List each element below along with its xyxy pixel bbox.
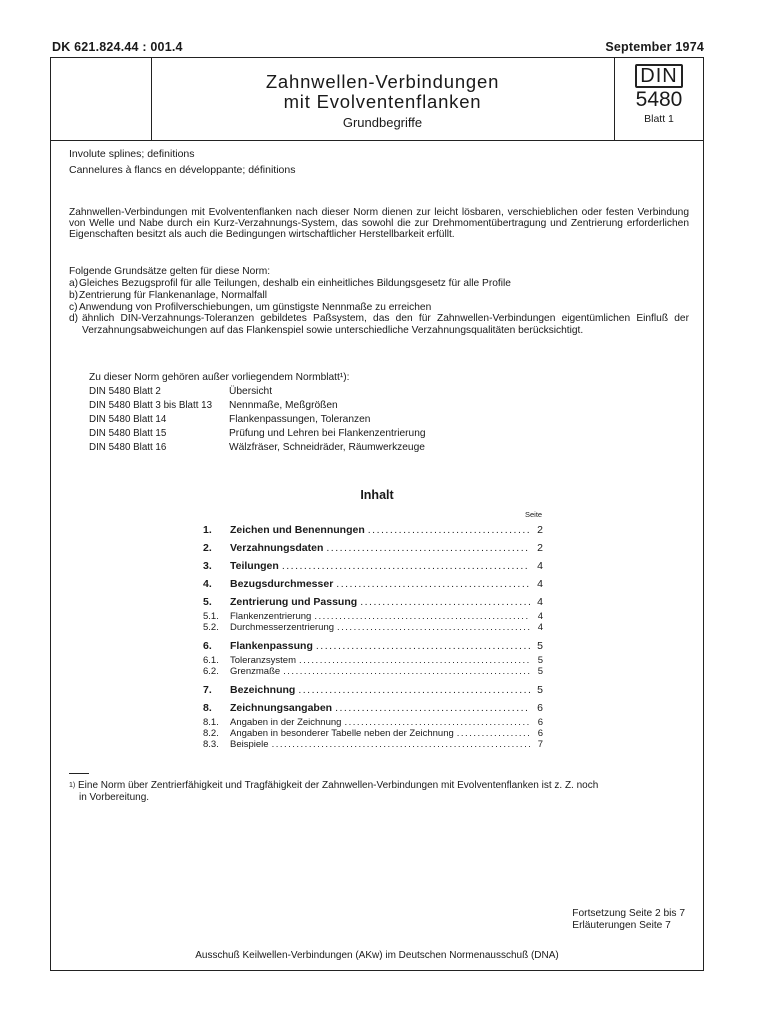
related-lead: Zu dieser Norm gehören außer vorliegendem Normblatt¹): bbox=[89, 372, 350, 383]
toc-label: Flankenzentrierung bbox=[230, 611, 312, 622]
din-logo: DIN bbox=[635, 64, 682, 88]
toc-number: 5.1. bbox=[203, 611, 219, 622]
toc-page: 4 bbox=[537, 622, 543, 633]
related-title: Wälzfräser, Schneidräder, Räumwerkzeuge bbox=[229, 442, 425, 453]
sheet-number: Blatt 1 bbox=[644, 113, 674, 125]
toc-page: 7 bbox=[537, 739, 543, 750]
footnote-rule bbox=[69, 773, 89, 774]
toc-number: 6.1. bbox=[203, 655, 219, 666]
related-ref: DIN 5480 Blatt 3 bis Blatt 13 bbox=[89, 400, 213, 411]
toc-label: Beispiele bbox=[230, 739, 269, 750]
toc-leader-dots bbox=[337, 622, 530, 633]
list-item-label: a) bbox=[69, 278, 79, 289]
toc-row bbox=[203, 684, 543, 696]
toc-number: 3. bbox=[203, 560, 212, 572]
toc-page: 6 bbox=[537, 728, 543, 739]
related-row bbox=[89, 427, 426, 441]
toc-page: 6 bbox=[537, 717, 543, 728]
toc-number: 2. bbox=[203, 542, 212, 554]
toc-number: 8.2. bbox=[203, 728, 219, 739]
toc-number: 4. bbox=[203, 578, 212, 590]
toc-label: Teilungen bbox=[230, 560, 279, 572]
toc-row bbox=[203, 611, 543, 622]
related-title: Flankenpassungen, Toleranzen bbox=[229, 414, 371, 425]
subtitle: Grundbegriffe bbox=[342, 115, 423, 130]
continuation-line-1: Fortsetzung Seite 2 bis 7 bbox=[572, 908, 685, 919]
toc-page: 2 bbox=[537, 524, 543, 536]
toc-leader-dots bbox=[326, 542, 530, 554]
toc-page: 5 bbox=[537, 655, 543, 666]
toc-leader-dots bbox=[272, 739, 530, 750]
toc-number: 5. bbox=[203, 596, 212, 608]
toc-leader-dots bbox=[457, 728, 530, 739]
toc-row bbox=[203, 655, 543, 666]
related-ref: DIN 5480 Blatt 2 bbox=[89, 386, 161, 397]
toc-row bbox=[203, 596, 543, 608]
toc-leader-dots bbox=[344, 717, 530, 728]
toc-row bbox=[203, 728, 543, 739]
list-item-label: d) bbox=[69, 313, 79, 325]
toc-label: Grenzmaße bbox=[230, 666, 281, 677]
footnote bbox=[69, 780, 689, 804]
toc-label: Durchmesserzentrierung bbox=[230, 622, 335, 633]
toc-leader-dots bbox=[299, 655, 530, 666]
toc-label: Zeichnungsangaben bbox=[230, 702, 333, 714]
toc-row bbox=[203, 717, 543, 728]
list-item-text: Anwendung von Profilverschiebungen, um günstigste Nennmaße zu erreichen bbox=[79, 301, 432, 313]
toc-page-column-label: Seite bbox=[525, 510, 543, 519]
principles-list bbox=[69, 278, 689, 337]
related-row bbox=[89, 441, 426, 455]
din-cell bbox=[614, 58, 703, 140]
toc-label: Zentrierung und Passung bbox=[230, 596, 358, 608]
toc-page: 6 bbox=[537, 702, 543, 714]
toc-number: 6. bbox=[203, 640, 212, 652]
toc-heading: Inhalt bbox=[360, 488, 394, 502]
title-block bbox=[51, 58, 703, 141]
toc-number: 1. bbox=[203, 524, 212, 536]
toc-row bbox=[203, 542, 543, 554]
toc-row bbox=[203, 524, 543, 536]
title-cell bbox=[152, 58, 613, 140]
french-title: Cannelures à flancs en développante; définitions bbox=[69, 164, 296, 176]
related-standards bbox=[89, 371, 426, 455]
list-item bbox=[69, 290, 689, 302]
toc-leader-dots bbox=[360, 596, 530, 608]
toc-label: Angaben in der Zeichnung bbox=[230, 717, 342, 728]
toc-page: 5 bbox=[537, 684, 543, 696]
toc-row bbox=[203, 666, 543, 677]
toc-leader-dots bbox=[314, 611, 530, 622]
footnote-text-1: Eine Norm über Zentrierfähigkeit und Tragfähigkeit der Zahnwellen-Verbindungen mit Evolventenflanken ist z. Z. noch bbox=[78, 780, 599, 791]
toc-number: 7. bbox=[203, 684, 212, 696]
list-item-text: Zentrierung für Flankenanlage, Normalfall bbox=[79, 289, 267, 301]
related-row bbox=[89, 385, 426, 399]
list-item-label: c) bbox=[69, 301, 78, 313]
toc-label: Angaben in besonderer Tabelle neben der Zeichnung bbox=[230, 728, 454, 739]
dk-classification: DK 621.824.44 : 001.4 bbox=[52, 40, 183, 54]
list-item bbox=[69, 278, 689, 290]
toc-number: 8.3. bbox=[203, 739, 219, 750]
related-ref: DIN 5480 Blatt 16 bbox=[89, 442, 167, 453]
international-titles bbox=[69, 146, 296, 178]
toc-label: Bezeichnung bbox=[230, 684, 296, 696]
toc-number: 6.2. bbox=[203, 666, 219, 677]
related-title: Prüfung und Lehren bei Flankenzentrierung bbox=[229, 428, 426, 439]
list-item-label: b) bbox=[69, 289, 79, 301]
toc-label: Bezugsdurchmesser bbox=[230, 578, 334, 590]
list-item bbox=[69, 302, 689, 314]
toc-label: Verzahnungsdaten bbox=[230, 542, 324, 554]
footnote-line-1 bbox=[69, 780, 689, 792]
toc-page: 4 bbox=[537, 611, 543, 622]
related-row bbox=[89, 413, 426, 427]
footnote-text-2: in Vorbereitung. bbox=[79, 792, 150, 803]
publication-date: September 1974 bbox=[605, 40, 704, 54]
intro-paragraph: Zahnwellen-Verbindungen mit Evolventenflanken nach dieser Norm dienen zur leicht lösbaren, verschieblichen oder festen Verbindung von Welle und Nabe durch ein Kurz-Verzahnungs-System, das sowohl die zur Drehmomentübertragung und Zentrierung erforderlichen Eigenschaften besitzt als auch die Bedingungen wirtschaftlicher Herstellbarkeit erfüllt. bbox=[69, 207, 689, 241]
toc-leader-dots bbox=[336, 578, 530, 590]
footnote-marker: 1) bbox=[69, 782, 76, 789]
toc-leader-dots bbox=[283, 666, 530, 677]
toc-leader-dots bbox=[368, 524, 530, 536]
continuation-note bbox=[572, 908, 685, 932]
list-item bbox=[69, 313, 689, 337]
toc-page: 2 bbox=[537, 542, 543, 554]
toc-label: Zeichen und Benennungen bbox=[230, 524, 365, 536]
toc-page: 4 bbox=[537, 578, 543, 590]
document-frame bbox=[50, 57, 704, 971]
list-item-text: Gleiches Bezugsprofil für alle Teilungen, deshalb ein einheitliches Bildungsgesetz für alle Profile bbox=[79, 278, 511, 289]
toc-leader-dots bbox=[335, 702, 530, 714]
toc-row bbox=[203, 739, 543, 750]
related-row bbox=[89, 399, 426, 413]
principles-lead: Folgende Grundsätze gelten für diese Norm: bbox=[69, 266, 271, 277]
din-number: 5480 bbox=[635, 88, 683, 111]
toc-number: 8.1. bbox=[203, 717, 219, 728]
related-ref: DIN 5480 Blatt 14 bbox=[89, 414, 167, 425]
related-title: Übersicht bbox=[229, 386, 273, 397]
related-ref: DIN 5480 Blatt 15 bbox=[89, 428, 167, 439]
english-title: Involute splines; definitions bbox=[69, 148, 195, 160]
toc-page: 4 bbox=[537, 560, 543, 572]
toc-label: Flankenpassung bbox=[230, 640, 313, 652]
toc-page: 5 bbox=[537, 666, 543, 677]
toc-leader-dots bbox=[316, 640, 530, 652]
toc-number: 5.2. bbox=[203, 622, 219, 633]
toc-row bbox=[203, 622, 543, 633]
continuation-line-2: Erläuterungen Seite 7 bbox=[572, 920, 671, 931]
toc-page: 4 bbox=[537, 596, 543, 608]
toc-row bbox=[203, 560, 543, 572]
toc-label: Toleranzsystem bbox=[230, 655, 296, 666]
title-line-2: mit Evolventenflanken bbox=[283, 91, 482, 112]
related-title: Nennmaße, Meßgrößen bbox=[229, 400, 338, 411]
toc-row bbox=[203, 640, 543, 652]
toc-leader-dots bbox=[298, 684, 530, 696]
title-block-left-cell bbox=[51, 58, 152, 140]
toc-row bbox=[203, 578, 543, 590]
toc-number: 8. bbox=[203, 702, 212, 714]
toc-row bbox=[203, 702, 543, 714]
title-line-1: Zahnwellen-Verbindungen bbox=[265, 71, 500, 92]
committee-line: Ausschuß Keilwellen-Verbindungen (AKw) im Deutschen Normenausschuß (DNA) bbox=[195, 950, 559, 961]
list-item-text: ähnlich DIN-Verzahnungs-Toleranzen gebildetes Paßsystem, das den für Zahnwellen-Verbindungen eigentümlichen Einfluß der Verzahnungsabweichungen auf das Flankenspiel sowie unterschiedliche Verzahnungsqualitäten berücksichtigt. bbox=[82, 313, 689, 337]
toc-page: 5 bbox=[537, 640, 543, 652]
toc-leader-dots bbox=[282, 560, 530, 572]
